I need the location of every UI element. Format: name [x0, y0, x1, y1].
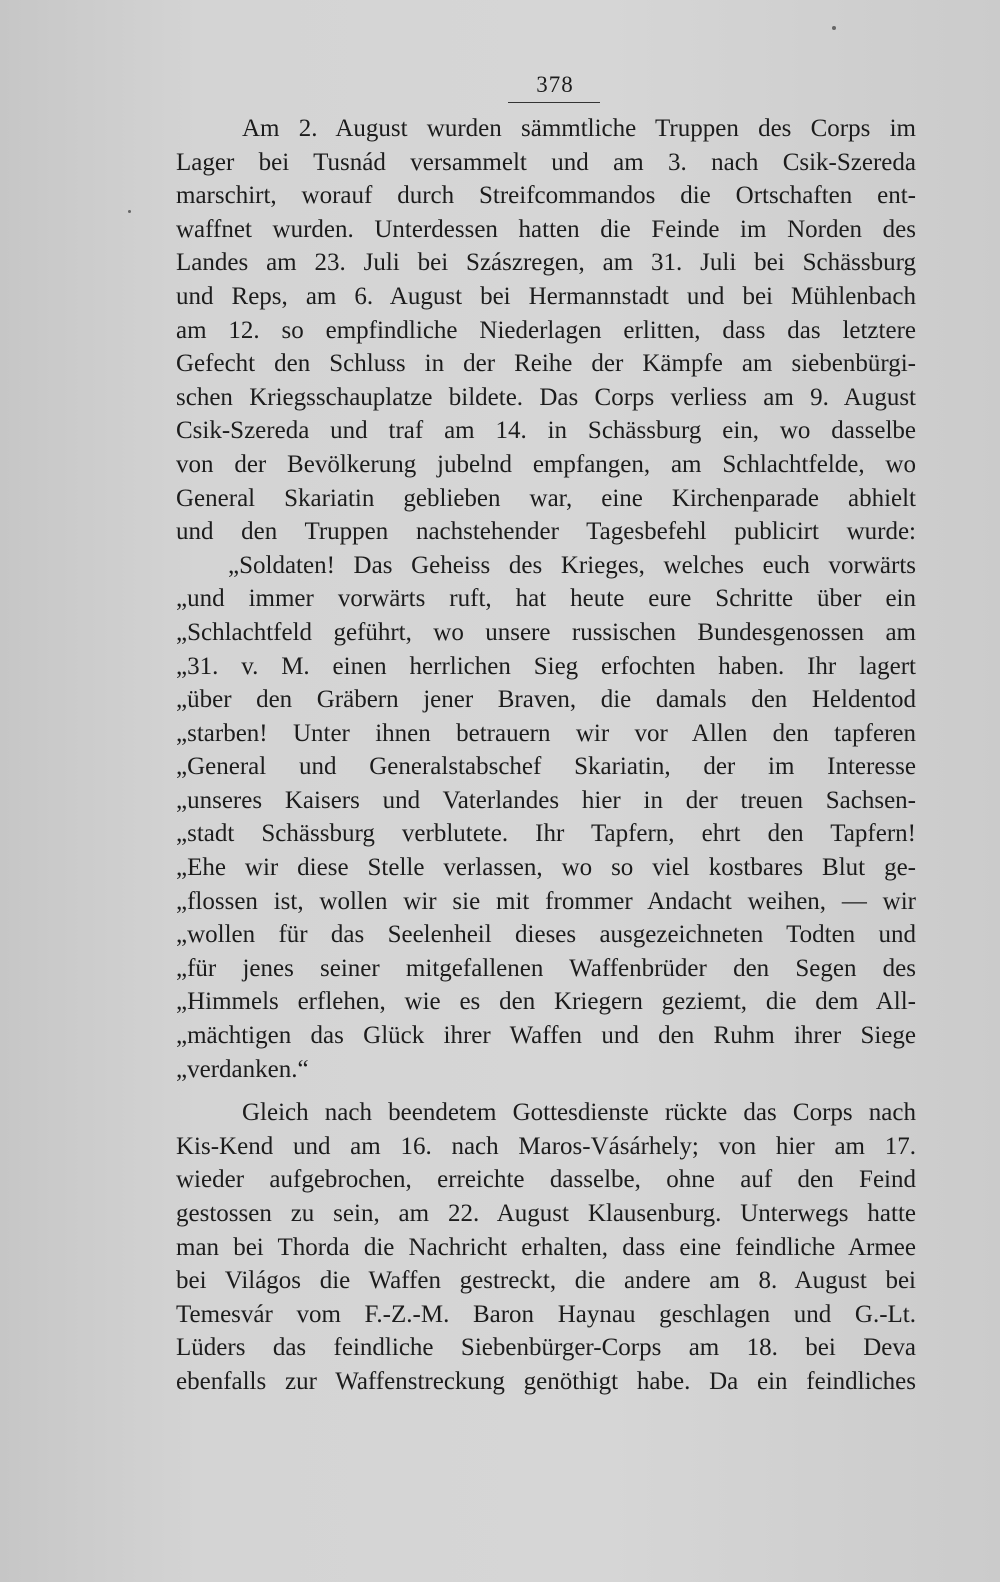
text-line: Lüders das feindliche Siebenbürger-Corps am 18. bei Deva [176, 1334, 916, 1362]
text-line: Gefecht den Schluss in der Reihe der Kämpfe am siebenbürgi- [176, 350, 916, 378]
text-line: „und immer vorwärts ruft, hat heute eure Schritte über ein [176, 585, 916, 613]
text-line: wieder aufgebrochen, erreichte dasselbe, ohne auf den Feind [176, 1166, 916, 1194]
paragraph-gap [176, 1086, 916, 1096]
page-number: 378 [536, 72, 574, 97]
page-number-rule [508, 102, 600, 103]
text-line: schen Kriegsschauplatze bildete. Das Corps verliess am 9. August [176, 383, 916, 411]
text-line: „Ehe wir diese Stelle verlassen, wo so viel kostbares Blut ge- [176, 854, 916, 882]
paragraph-2-quote [176, 549, 916, 1087]
text-line: Landes am 23. Juli bei Szászregen, am 31. Juli bei Schässburg [176, 249, 916, 277]
paper-speck [128, 210, 131, 213]
text-line: Csik-Szereda und traf am 14. in Schässburg ein, wo dasselbe [176, 417, 916, 445]
paragraph-3 [176, 1096, 916, 1398]
text-line: „General und Generalstabschef Skariatin, der im Interesse [176, 753, 916, 781]
text-line: Gleich nach beendetem Gottesdienste rückte das Corps nach [242, 1099, 916, 1127]
text-line: „mächtigen das Glück ihrer Waffen und den Ruhm ihrer Siege [176, 1022, 916, 1050]
paragraph-1 [176, 112, 916, 549]
text-line: „flossen ist, wollen wir sie mit frommer Andacht weihen, — wir [176, 887, 916, 915]
text-line: Am 2. August wurden sämmtliche Truppen des Corps im [242, 115, 916, 142]
text-line: Kis-Kend und am 16. nach Maros-Vásárhely; von hier am 17. [176, 1132, 916, 1160]
text-line: Lager bei Tusnád versammelt und am 3. nach Csik-Szereda [176, 148, 916, 176]
text-line: „starben! Unter ihnen betrauern wir vor Allen den tapferen [176, 719, 916, 747]
body-text [176, 112, 916, 1399]
text-line: General Skariatin geblieben war, eine Kirchenparade abhielt [176, 484, 916, 512]
text-line: „für jenes seiner mitgefallenen Waffenbrüder den Segen des [176, 954, 916, 982]
text-line: „wollen für das Seelenheil dieses ausgezeichneten Todten und [176, 921, 916, 949]
text-line: waffnet wurden. Unterdessen hatten die Feinde im Norden des [176, 215, 916, 243]
text-line: am 12. so empfindliche Niederlagen erlitten, dass das letztere [176, 316, 916, 344]
text-line: „stadt Schässburg verblutete. Ihr Tapfern, ehrt den Tapfern! [176, 820, 916, 848]
text-line: „über den Gräbern jener Braven, die damals den Heldentod [176, 686, 916, 714]
text-line: „31. v. M. einen herrlichen Sieg erfochten haben. Ihr lagert [176, 652, 916, 680]
text-line: „Himmels erflehen, wie es den Kriegern geziemt, die dem All- [176, 988, 916, 1016]
text-line: von der Bevölkerung jubelnd empfangen, am Schlachtfelde, wo [176, 450, 916, 478]
text-line: und Reps, am 6. August bei Hermannstadt und bei Mühlenbach [176, 282, 916, 310]
text-line: „unseres Kaisers und Vaterlandes hier in der treuen Sachsen- [176, 786, 916, 814]
paper-speck [832, 26, 836, 30]
text-line: marschirt, worauf durch Streifcommandos die Ortschaften ent- [176, 182, 916, 210]
text-line: „verdanken.“ [176, 1055, 309, 1083]
text-line: bei Világos die Waffen gestreckt, die andere am 8. August bei [176, 1267, 916, 1295]
text-line: „Soldaten! Das Geheiss des Krieges, welches euch vorwärts [228, 551, 916, 579]
text-line: gestossen zu sein, am 22. August Klausenburg. Unterwegs hatte [176, 1200, 916, 1227]
text-line: Temesvár vom F.-Z.-M. Baron Haynau geschlagen und G.-Lt. [176, 1300, 916, 1328]
text-line: „Schlachtfeld geführt, wo unsere russischen Bundesgenossen am [176, 618, 916, 646]
text-line: und den Truppen nachstehender Tagesbefehl publicirt wurde: [176, 518, 916, 546]
text-line: ebenfalls zur Waffenstreckung genöthigt habe. Da ein feindliches [176, 1367, 916, 1395]
text-line: man bei Thorda die Nachricht erhalten, dass eine feindliche Armee [176, 1233, 916, 1261]
